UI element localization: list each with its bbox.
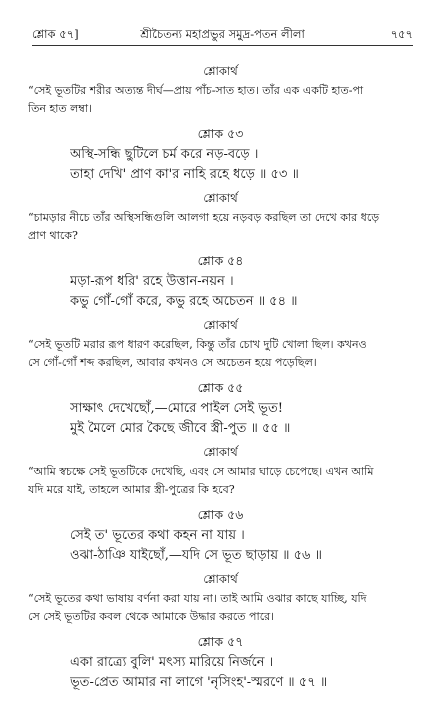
translation-heading: শ্লোকার্থ (203, 191, 238, 205)
verse-line: সেই ত' ভূতের কথা কহন না যায় । (70, 528, 245, 543)
translation-text (28, 590, 413, 626)
verse-line: একা রাত্র্যে বুলি' মৎস্য মারিয়ে নির্জনে । (70, 655, 274, 670)
verse-block (28, 380, 413, 439)
translation-block (28, 318, 413, 372)
translation-line: “সেই ভূতটির শরীর অত্যন্ত দীর্ঘ—প্রায় পাঁচ-সাত হাত। তাঁর এক একটি হাত-পা (28, 84, 364, 97)
translation-line: “সেই ভূতটি মরার রূপ ধারণ করেছিল, কিন্তু তাঁর চোখ দুটি খোলা ছিল। কখনও (28, 338, 367, 351)
translation-line: সে সেই ভূতটির কবল থেকে আমাকে উদ্ধার করতে পারে। (28, 610, 275, 623)
translation-block (28, 64, 413, 118)
translation-line: সে গোঁ-গোঁ শব্দ করছিল, আবার কখনও সে অচেতন হয়ে পড়েছিল। (28, 356, 317, 369)
verse-heading: শ্লোক ৫৫ (197, 380, 244, 395)
verse-heading: শ্লোক ৫৪ (197, 253, 244, 268)
verse-line: ওঝা-ঠাঞি যাইছোঁ,—যদি সে ভূত ছাড়ায় ॥ ৫৬ ॥ (70, 548, 322, 563)
translation-block (28, 445, 413, 499)
translation-block (28, 572, 413, 626)
translation-line: প্রাণ থাকে? (28, 229, 78, 242)
running-header (32, 26, 413, 44)
translation-line: “চামড়ার নীচে তাঁর অস্থিসন্ধিগুলি আলগা হয়ে নড়বড় করছিল তা দেখে কার ধড়ে (28, 211, 380, 224)
verse-text (28, 272, 413, 312)
verse-line: তাহা দেখি' প্রাণ কা'র নাহি রহে ধড়ে ॥ ৫৩ ॥ (70, 167, 299, 182)
header-verse-ref: শ্লোক ৫৭] (32, 27, 79, 41)
verse-line: মুই মৈলে মোর কৈছে জীবে স্ত্রী-পুত ॥ ৫৫ ॥ (70, 421, 291, 436)
verse-heading: শ্লোক ৫৬ (197, 507, 244, 522)
verse-block (28, 507, 413, 566)
verse-line: ভূত-প্রেত আমার না লাগে 'নৃসিংহ'-স্মরণে ॥ ৫৭ ॥ (70, 675, 328, 690)
page-number: ৭৫৭ (390, 27, 413, 41)
translation-text (28, 463, 413, 499)
translation-line: “আমি স্বচক্ষে সেই ভূতটিকে দেখেছি, এবং সে আমার ঘাড়ে চেপেছে। এখন আমি (28, 465, 374, 478)
translation-line: যদি মরে যাই, তাহলে আমার স্ত্রী-পুত্রের কি হবে? (28, 483, 235, 496)
verse-heading: শ্লোক ৫৩ (197, 126, 244, 141)
translation-line: “সেই ভূতের কথা ভাষায় বর্ণনা করা যায় না। তাই আমি ওঝার কাছে যাচ্ছি, যদি (28, 592, 367, 605)
verse-block (28, 253, 413, 312)
verse-line: কভু গোঁ-গোঁ করে, কভু রহে অচেতন ॥ ৫৪ ॥ (70, 294, 298, 309)
verse-text (28, 145, 413, 185)
verse-block (28, 634, 413, 693)
translation-block (28, 191, 413, 245)
verse-line: সাক্ষাৎ দেখেছোঁ,—মোরে পাইল সেই ভূত! (70, 401, 283, 416)
translation-text (28, 336, 413, 372)
page-content (28, 58, 413, 693)
translation-text (28, 82, 413, 118)
verse-text (28, 653, 413, 693)
translation-line: তিন হাত লম্বা। (28, 102, 92, 115)
verse-line: অস্থি-সন্ধি ছুটিলে চর্ম করে নড়-বড়ে । (70, 147, 259, 162)
header-chapter-title: শ্রীচৈতন্য মহাপ্রভুর সমুদ্র-পতন লীলা (140, 27, 305, 41)
verse-text (28, 526, 413, 566)
translation-text (28, 209, 413, 245)
verse-text (28, 399, 413, 439)
translation-heading: শ্লোকার্থ (203, 445, 238, 459)
translation-heading: শ্লোকার্থ (203, 318, 238, 332)
header-rule (32, 45, 413, 46)
verse-heading: শ্লোক ৫৭ (197, 634, 244, 649)
verse-line: মড়া-রূপ ধরি' রহে উত্তান-নয়ন । (70, 274, 234, 289)
translation-heading: শ্লোকার্থ (203, 64, 238, 78)
translation-heading: শ্লোকার্থ (203, 572, 238, 586)
verse-block (28, 126, 413, 185)
